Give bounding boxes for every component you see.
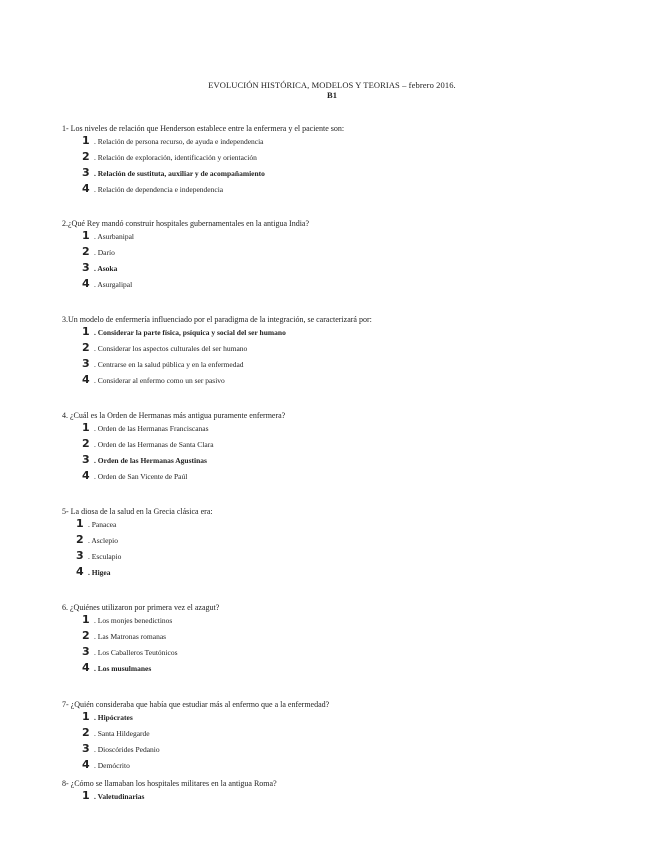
option-number: 3 <box>82 261 90 274</box>
option-number: 1 <box>76 517 84 530</box>
option-1 <box>62 229 622 245</box>
option-text-correct: . Relación de sustituta, auxiliar y de acompañamiento <box>94 169 265 178</box>
option-4 <box>62 758 622 774</box>
option-text: . Centrarse en la salud pública y en la enfermedad <box>94 360 244 369</box>
question-text: 4. ¿Cuál es la Orden de Hermanas más antigua puramente enfermera? <box>62 411 286 420</box>
question-3 <box>62 315 622 389</box>
question-6 <box>62 603 622 677</box>
option-number: 4 <box>82 469 90 482</box>
option-4 <box>62 469 622 485</box>
question-5 <box>62 507 622 581</box>
option-1 <box>62 421 622 437</box>
option-text: . Relación de dependencia e independencia <box>94 185 224 194</box>
option-number: 4 <box>82 758 90 771</box>
option-number: 3 <box>76 549 84 562</box>
option-number: 4 <box>82 373 90 386</box>
document-header <box>0 80 664 100</box>
option-text: . Orden de San Vicente de Paúl <box>94 472 188 481</box>
option-number: 4 <box>82 182 90 195</box>
option-text: . Asurbanipal <box>94 232 134 241</box>
option-4 <box>62 373 622 389</box>
document-subtitle: B1 <box>326 90 338 100</box>
option-text: . Orden de las Hermanas de Santa Clara <box>94 440 214 449</box>
option-number: 1 <box>82 710 90 723</box>
option-1 <box>62 134 622 150</box>
document-title: EVOLUCIÓN HISTÓRICA, MODELOS Y TEORIAS – febrero 2016. <box>208 80 456 90</box>
option-4 <box>62 565 622 581</box>
option-3 <box>62 645 622 661</box>
question-text: 8- ¿Cómo se llamaban los hospitales militares en la antigua Roma? <box>62 779 277 788</box>
option-1 <box>62 710 622 726</box>
question-text: 5- La diosa de la salud en la Grecia clásica era: <box>62 507 213 516</box>
option-1 <box>62 517 622 533</box>
question-2 <box>62 219 622 293</box>
option-number: 2 <box>82 437 90 450</box>
option-number: 1 <box>82 134 90 147</box>
option-text: . Demócrito <box>94 761 130 770</box>
option-number: 3 <box>82 742 90 755</box>
option-text: . Asurgalipal <box>94 280 133 289</box>
option-3 <box>62 261 622 277</box>
option-text-correct: . Higea <box>88 568 111 577</box>
option-number: 4 <box>76 565 84 578</box>
option-number: 3 <box>82 166 90 179</box>
option-4 <box>62 661 622 677</box>
option-text: . Las Matronas romanas <box>94 632 167 641</box>
option-text-correct: . Asoka <box>94 264 118 273</box>
option-2 <box>62 533 622 549</box>
option-text: . Relación de exploración, identificación y orientación <box>94 153 257 162</box>
option-number: 3 <box>82 453 90 466</box>
option-4 <box>62 182 622 198</box>
option-text: . Santa Hildegarde <box>94 729 150 738</box>
option-text-correct: . Valetudinarias <box>94 792 145 801</box>
option-1 <box>62 325 622 341</box>
option-3 <box>62 549 622 565</box>
option-1 <box>62 613 622 629</box>
option-text: . Considerar los aspectos culturales del ser humano <box>94 344 248 353</box>
option-4 <box>62 277 622 293</box>
option-number: 2 <box>82 629 90 642</box>
option-2 <box>62 629 622 645</box>
option-number: 1 <box>82 325 90 338</box>
option-text: . Orden de las Hermanas Franciscanas <box>94 424 209 433</box>
option-number: 2 <box>76 533 84 546</box>
option-number: 1 <box>82 229 90 242</box>
option-text: . Darío <box>94 248 115 257</box>
option-number: 4 <box>82 277 90 290</box>
question-7 <box>62 700 622 774</box>
option-3 <box>62 453 622 469</box>
option-text: . Esculapio <box>88 552 122 561</box>
option-number: 1 <box>82 613 90 626</box>
option-number: 1 <box>82 789 90 802</box>
option-2 <box>62 437 622 453</box>
question-text: 1- Los niveles de relación que Henderson establece entre la enfermera y el paciente son: <box>62 124 345 133</box>
option-text: . Los monjes benedictinos <box>94 616 173 625</box>
option-text: . Considerar al enfermo como un ser pasivo <box>94 376 225 385</box>
option-text: . Relación de persona recurso, de ayuda e independencia <box>94 137 264 146</box>
option-text-correct: . Hipócrates <box>94 713 133 722</box>
question-text: 3.Un modelo de enfermería influenciado por el paradigma de la integración, se caracterizará por: <box>62 315 372 324</box>
question-text: 7- ¿Quién consideraba que había que estudiar más al enfermo que a la enfermedad? <box>62 700 330 709</box>
question-text: 6. ¿Quiénes utilizaron por primera vez el azagut? <box>62 603 220 612</box>
question-1 <box>62 124 622 198</box>
option-number: 2 <box>82 341 90 354</box>
option-number: 1 <box>82 421 90 434</box>
option-text-correct: . Los musulmanes <box>94 664 152 673</box>
option-number: 2 <box>82 726 90 739</box>
option-text-correct: . Orden de las Hermanas Agustinas <box>94 456 207 465</box>
option-1 <box>62 789 622 805</box>
option-2 <box>62 341 622 357</box>
option-2 <box>62 726 622 742</box>
option-text: . Panacea <box>88 520 117 529</box>
option-text: . Dioscórides Pedanio <box>94 745 160 754</box>
option-number: 2 <box>82 150 90 163</box>
option-number: 2 <box>82 245 90 258</box>
option-text-correct: . Considerar la parte física, psíquica y social del ser humano <box>94 328 286 337</box>
question-4 <box>62 411 622 485</box>
option-3 <box>62 742 622 758</box>
option-number: 3 <box>82 357 90 370</box>
question-8 <box>62 779 622 805</box>
question-text: 2.¿Qué Rey mandó construir hospitales gubernamentales en la antigua India? <box>62 219 310 228</box>
option-2 <box>62 245 622 261</box>
option-2 <box>62 150 622 166</box>
option-text: . Asclepio <box>88 536 118 545</box>
option-3 <box>62 357 622 373</box>
option-number: 4 <box>82 661 90 674</box>
option-text: . Los Caballeros Teutónicos <box>94 648 178 657</box>
option-number: 3 <box>82 645 90 658</box>
option-3 <box>62 166 622 182</box>
